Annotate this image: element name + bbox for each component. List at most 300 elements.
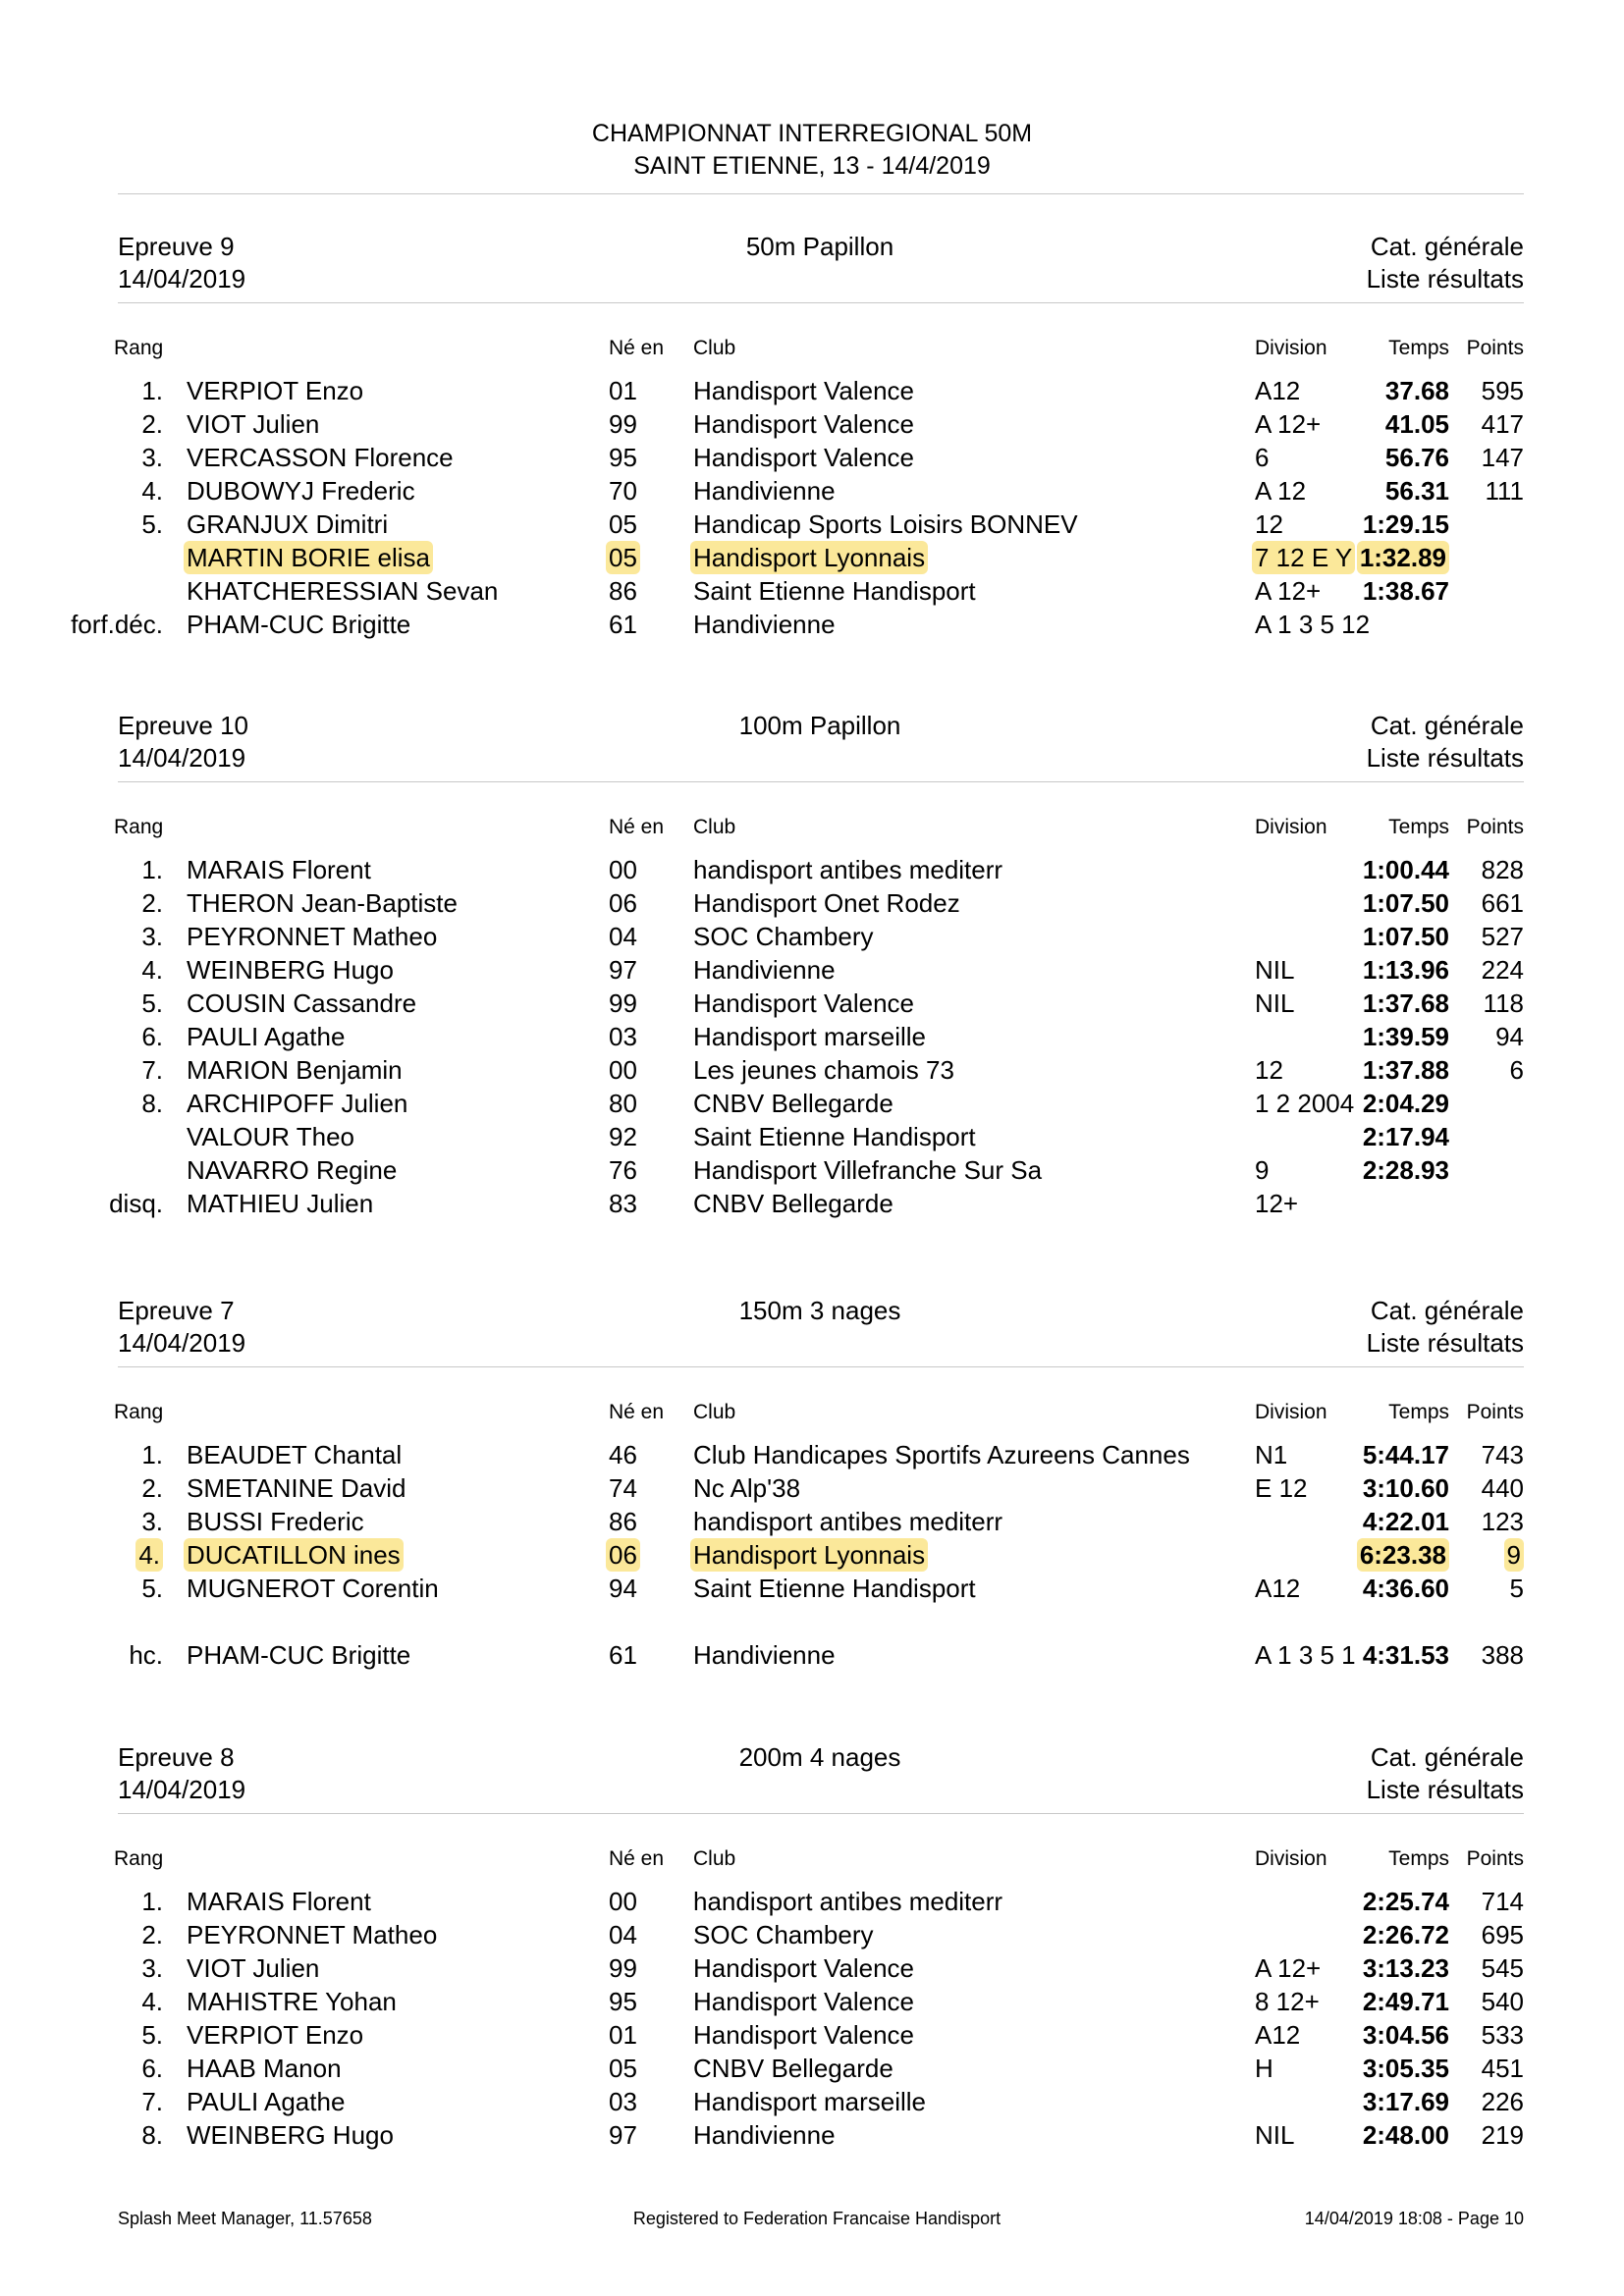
swimmer-name: PAULI Agathe — [187, 2087, 346, 2116]
result-rank: hc. — [129, 1640, 163, 1670]
points: 743 — [1481, 1440, 1524, 1469]
division: NIL — [1255, 2120, 1295, 2150]
col-rank-header: Rang — [114, 337, 164, 359]
birth-year: 86 — [609, 1507, 637, 1536]
swimmer-name: SMETANINE David — [187, 1473, 406, 1503]
result-row — [0, 953, 1624, 987]
club-name: Handisport Valence — [693, 1987, 914, 2016]
swimmer-name: MUGNEROT Corentin — [187, 1574, 439, 1603]
swim-time: 2:49.71 — [1362, 1987, 1449, 2016]
result-row — [0, 2085, 1624, 2118]
club-name: Handisport Valence — [693, 1953, 914, 1983]
result-row — [0, 1951, 1624, 1985]
division: A12 — [1255, 2020, 1301, 2050]
swim-time: 3:17.69 — [1362, 2087, 1449, 2116]
result-row — [0, 853, 1624, 886]
col-division-header: Division — [1255, 1401, 1327, 1423]
result-row — [0, 1471, 1624, 1505]
points: 224 — [1481, 955, 1524, 985]
points: 595 — [1481, 376, 1524, 405]
swimmer-name: WEINBERG Hugo — [187, 2120, 394, 2150]
birth-year: 97 — [609, 955, 637, 985]
birth-year: 86 — [609, 576, 637, 606]
points: 6 — [1509, 1055, 1524, 1085]
swimmer-name: VIOT Julien — [187, 409, 320, 439]
event-divider — [118, 1366, 1524, 1367]
division: 12 — [1255, 1055, 1283, 1085]
event-list-type: Liste résultats — [1366, 1775, 1524, 1804]
swimmer-name: KHATCHERESSIAN Sevan — [187, 576, 499, 606]
footer-registration: Registered to Federation Francaise Handisport — [632, 2209, 1001, 2228]
result-rank: 1. — [141, 1887, 163, 1916]
club-name: handisport antibes mediterr — [693, 855, 1003, 884]
swim-time: 2:48.00 — [1362, 2120, 1449, 2150]
col-year-header: Né en — [609, 337, 665, 359]
birth-year: 46 — [609, 1440, 637, 1469]
swimmer-name: MATHIEU Julien — [187, 1189, 374, 1218]
points: 147 — [1481, 443, 1524, 472]
result-rank: 2. — [141, 409, 163, 439]
result-rank: 3. — [141, 443, 163, 472]
result-row — [0, 1505, 1624, 1538]
division: 12 — [1255, 509, 1283, 539]
result-rank: 2. — [141, 1473, 163, 1503]
club-name: Saint Etienne Handisport — [693, 576, 976, 606]
competition-title: CHAMPIONNAT INTERREGIONAL 50M — [591, 120, 1033, 147]
event-number: Epreuve 10 — [118, 711, 248, 740]
result-row — [0, 608, 1624, 641]
event-divider — [118, 781, 1524, 782]
swim-time: 3:04.56 — [1362, 2020, 1449, 2050]
division: H — [1255, 2054, 1273, 2083]
result-rank: 5. — [141, 988, 163, 1018]
event-date: 14/04/2019 — [118, 743, 246, 773]
birth-year: 03 — [609, 2087, 637, 2116]
event-name: 200m 4 nages — [738, 1742, 901, 1772]
swim-time: 56.31 — [1384, 476, 1449, 506]
result-row — [0, 474, 1624, 507]
result-row — [0, 1885, 1624, 1918]
swim-time: 3:13.23 — [1362, 1953, 1449, 1983]
swimmer-name: MARAIS Florent — [187, 855, 371, 884]
result-row — [0, 2118, 1624, 2152]
division: 9 — [1255, 1155, 1270, 1185]
swim-time: 4:22.01 — [1362, 1507, 1449, 1536]
birth-year: 92 — [609, 1122, 637, 1151]
event-date: 14/04/2019 — [118, 264, 246, 294]
swimmer-name: NAVARRO Regine — [187, 1155, 398, 1185]
birth-year: 97 — [609, 2120, 637, 2150]
result-row — [0, 574, 1624, 608]
swimmer-name: BUSSI Frederic — [187, 1507, 364, 1536]
column-header-row — [0, 1401, 1624, 1428]
event-name: 50m Papillon — [745, 232, 894, 261]
birth-year: 04 — [609, 922, 637, 951]
swim-time: 1:38.67 — [1362, 576, 1449, 606]
birth-year: 05 — [609, 2054, 637, 2083]
birth-year: 80 — [609, 1089, 637, 1118]
swim-time: 2:28.93 — [1362, 1155, 1449, 1185]
swimmer-name: COUSIN Cassandre — [187, 988, 417, 1018]
event-category: Cat. générale — [1370, 1742, 1524, 1772]
birth-year: 74 — [609, 1473, 637, 1503]
points: 828 — [1481, 855, 1524, 884]
event-list-type: Liste résultats — [1366, 1328, 1524, 1358]
club-name: Handivienne — [693, 610, 836, 639]
swim-time: 4:36.60 — [1362, 1574, 1449, 1603]
club-name: Handisport marseille — [693, 2087, 926, 2116]
birth-year: 95 — [609, 443, 637, 472]
swim-time: 1:07.50 — [1362, 888, 1449, 918]
event-section — [0, 232, 1624, 641]
result-row — [0, 507, 1624, 541]
swimmer-name: DUCATILLON ines — [184, 1538, 404, 1572]
footer-software: Splash Meet Manager, 11.57658 — [118, 2209, 372, 2228]
club-name: Nc Alp'38 — [693, 1473, 801, 1503]
event-list-type: Liste résultats — [1366, 743, 1524, 773]
swim-time: 1:39.59 — [1362, 1022, 1449, 1051]
event-section — [0, 1742, 1624, 2152]
swimmer-name: VERPIOT Enzo — [187, 2020, 364, 2050]
club-name: CNBV Bellegarde — [693, 1089, 893, 1118]
result-row — [0, 1153, 1624, 1187]
points: 388 — [1481, 1640, 1524, 1670]
column-header-row — [0, 816, 1624, 843]
club-name: CNBV Bellegarde — [693, 1189, 893, 1218]
result-row — [0, 407, 1624, 441]
result-row — [0, 1918, 1624, 1951]
col-points-header: Points — [1466, 1847, 1524, 1870]
points: 123 — [1481, 1507, 1524, 1536]
result-rank: 2. — [141, 1920, 163, 1949]
col-time-header: Temps — [1388, 1847, 1449, 1870]
event-category: Cat. générale — [1370, 1296, 1524, 1325]
event-number: Epreuve 7 — [118, 1296, 235, 1325]
swim-time: 2:25.74 — [1362, 1887, 1449, 1916]
division: 8 12+ — [1255, 1987, 1320, 2016]
result-row — [0, 1120, 1624, 1153]
points: 5 — [1509, 1574, 1524, 1603]
swimmer-name: PEYRONNET Matheo — [187, 1920, 438, 1949]
club-name: Handicap Sports Loisirs BONNEV — [693, 509, 1078, 539]
points: 661 — [1481, 888, 1524, 918]
points: 440 — [1481, 1473, 1524, 1503]
event-number: Epreuve 8 — [118, 1742, 235, 1772]
division: A 1 3 5 1 — [1255, 1640, 1356, 1670]
swimmer-name: WEINBERG Hugo — [187, 955, 394, 985]
result-row — [0, 2018, 1624, 2052]
swimmer-name: MARAIS Florent — [187, 1887, 371, 1916]
swim-time: 2:17.94 — [1362, 1122, 1449, 1151]
birth-year: 01 — [609, 376, 637, 405]
birth-year: 61 — [609, 610, 637, 639]
col-year-header: Né en — [609, 816, 665, 838]
col-division-header: Division — [1255, 337, 1327, 359]
event-number: Epreuve 9 — [118, 232, 235, 261]
col-division-header: Division — [1255, 816, 1327, 838]
points: 540 — [1481, 1987, 1524, 2016]
club-name: Handisport Lyonnais — [690, 541, 928, 574]
birth-year: 01 — [609, 2020, 637, 2050]
points: 417 — [1481, 409, 1524, 439]
swim-time: 2:26.72 — [1362, 1920, 1449, 1949]
result-rank: 1. — [141, 1440, 163, 1469]
result-row — [0, 541, 1624, 574]
swimmer-name: VERCASSON Florence — [187, 443, 454, 472]
result-row — [0, 1572, 1624, 1605]
result-rank: 4. — [135, 1538, 163, 1572]
division: E 12 — [1255, 1473, 1308, 1503]
result-row — [0, 987, 1624, 1020]
club-name: Handisport marseille — [693, 1022, 926, 1051]
swimmer-name: GRANJUX Dimitri — [187, 509, 389, 539]
division: A12 — [1255, 376, 1301, 405]
club-name: Handivienne — [693, 1640, 836, 1670]
result-rank: 3. — [141, 1953, 163, 1983]
result-row — [0, 1087, 1624, 1120]
result-rank: 7. — [141, 1055, 163, 1085]
birth-year: 06 — [606, 1538, 640, 1572]
club-name: Handisport Villefranche Sur Sa — [693, 1155, 1043, 1185]
event-category: Cat. générale — [1370, 711, 1524, 740]
division: A 12 — [1255, 476, 1307, 506]
result-rank: 7. — [141, 2087, 163, 2116]
swimmer-name: PHAM-CUC Brigitte — [187, 1640, 411, 1670]
event-name: 100m Papillon — [738, 711, 901, 740]
col-points-header: Points — [1466, 337, 1524, 359]
club-name: handisport antibes mediterr — [693, 1887, 1003, 1916]
points: 695 — [1481, 1920, 1524, 1949]
result-row — [0, 1538, 1624, 1572]
swimmer-name: MARTIN BORIE elisa — [184, 541, 433, 574]
swim-time: 1:37.68 — [1362, 988, 1449, 1018]
result-row — [0, 1985, 1624, 2018]
division: A 12+ — [1255, 1953, 1322, 1983]
birth-year: 00 — [609, 1055, 637, 1085]
swim-time: 1:32.89 — [1357, 541, 1449, 574]
club-name: Handisport Valence — [693, 409, 914, 439]
birth-year: 61 — [609, 1640, 637, 1670]
club-name: Club Handicapes Sportifs Azureens Cannes — [693, 1440, 1190, 1469]
birth-year: 95 — [609, 1987, 637, 2016]
swimmer-name: HAAB Manon — [187, 2054, 342, 2083]
club-name: Handisport Valence — [693, 988, 914, 1018]
col-year-header: Né en — [609, 1401, 665, 1423]
birth-year: 99 — [609, 1953, 637, 1983]
col-rank-header: Rang — [114, 816, 164, 838]
swim-time: 2:04.29 — [1362, 1089, 1449, 1118]
division: 12+ — [1255, 1189, 1299, 1218]
result-row — [0, 1438, 1624, 1471]
result-rank: 3. — [141, 922, 163, 951]
result-rank: 4. — [141, 476, 163, 506]
points: 527 — [1481, 922, 1524, 951]
event-section — [0, 711, 1624, 1220]
points: 533 — [1481, 2020, 1524, 2050]
swimmer-name: VIOT Julien — [187, 1953, 320, 1983]
swim-time: 5:44.17 — [1362, 1440, 1449, 1469]
club-name: Les jeunes chamois 73 — [693, 1055, 954, 1085]
result-row — [0, 441, 1624, 474]
division: 6 — [1255, 443, 1270, 472]
points: 9 — [1504, 1538, 1524, 1572]
result-rank: 1. — [141, 376, 163, 405]
result-rank: 4. — [141, 955, 163, 985]
club-name: Handivienne — [693, 955, 836, 985]
swimmer-name: PEYRONNET Matheo — [187, 922, 438, 951]
points: 118 — [1483, 988, 1524, 1018]
birth-year: 05 — [609, 509, 637, 539]
birth-year: 06 — [609, 888, 637, 918]
swimmer-name: PAULI Agathe — [187, 1022, 346, 1051]
result-rank: 8. — [141, 1089, 163, 1118]
col-points-header: Points — [1466, 816, 1524, 838]
swim-time: 3:10.60 — [1362, 1473, 1449, 1503]
col-rank-header: Rang — [114, 1847, 164, 1870]
result-rank: 6. — [141, 1022, 163, 1051]
division: A 1 3 5 12 — [1255, 610, 1371, 639]
club-name: Handisport Valence — [693, 443, 914, 472]
points: 451 — [1481, 2054, 1524, 2083]
result-rank: 4. — [141, 1987, 163, 2016]
event-category: Cat. générale — [1370, 232, 1524, 261]
club-name: Handisport Valence — [693, 2020, 914, 2050]
points: 111 — [1485, 476, 1524, 506]
col-club-header: Club — [693, 337, 736, 359]
result-rank: 5. — [141, 2020, 163, 2050]
club-name: Handisport Valence — [693, 376, 914, 405]
event-divider — [118, 1813, 1524, 1814]
result-row — [0, 1187, 1624, 1220]
swimmer-name: VALOUR Theo — [187, 1122, 355, 1151]
swim-time: 56.76 — [1384, 443, 1449, 472]
col-time-header: Temps — [1388, 816, 1449, 838]
competition-subtitle: SAINT ETIENNE, 13 - 14/4/2019 — [633, 152, 991, 180]
points: 219 — [1481, 2120, 1524, 2150]
swim-time: 6:23.38 — [1357, 1538, 1449, 1572]
col-time-header: Temps — [1388, 337, 1449, 359]
club-name: SOC Chambery — [693, 1920, 874, 1949]
division: A12 — [1255, 1574, 1301, 1603]
points: 226 — [1481, 2087, 1524, 2116]
points: 714 — [1481, 1887, 1524, 1916]
event-date: 14/04/2019 — [118, 1775, 246, 1804]
birth-year: 00 — [609, 1887, 637, 1916]
result-rank: 5. — [141, 1574, 163, 1603]
division: 7 12 E Y — [1252, 541, 1355, 574]
result-row — [0, 1053, 1624, 1087]
column-header-row — [0, 337, 1624, 364]
club-name: Saint Etienne Handisport — [693, 1574, 976, 1603]
division: N1 — [1255, 1440, 1288, 1469]
birth-year: 03 — [609, 1022, 637, 1051]
event-name: 150m 3 nages — [738, 1296, 901, 1325]
points: 94 — [1495, 1022, 1524, 1051]
club-name: Handivienne — [693, 2120, 836, 2150]
result-row — [0, 886, 1624, 920]
club-name: Handivienne — [693, 476, 836, 506]
club-name: handisport antibes mediterr — [693, 1507, 1003, 1536]
birth-year: 70 — [609, 476, 637, 506]
col-club-header: Club — [693, 1847, 736, 1870]
column-header-row — [0, 1847, 1624, 1875]
result-row — [0, 1638, 1624, 1672]
col-division-header: Division — [1255, 1847, 1327, 1870]
result-rank: 5. — [141, 509, 163, 539]
result-rank: 8. — [141, 2120, 163, 2150]
document-header — [0, 118, 1624, 183]
birth-year: 76 — [609, 1155, 637, 1185]
col-club-header: Club — [693, 1401, 736, 1423]
swim-time: 1:29.15 — [1362, 509, 1449, 539]
division: NIL — [1255, 988, 1295, 1018]
division: A 12+ — [1255, 409, 1322, 439]
footer-date-page: 14/04/2019 18:08 - Page 10 — [1304, 2209, 1524, 2228]
birth-year: 05 — [606, 541, 640, 574]
event-section — [0, 1296, 1624, 1672]
birth-year: 99 — [609, 409, 637, 439]
swim-time: 1:13.96 — [1362, 955, 1449, 985]
event-date: 14/04/2019 — [118, 1328, 246, 1358]
swimmer-name: DUBOWYJ Frederic — [187, 476, 415, 506]
club-name: Handisport Lyonnais — [690, 1538, 928, 1572]
result-row — [0, 1020, 1624, 1053]
swimmer-name: ARCHIPOFF Julien — [187, 1089, 408, 1118]
club-name: SOC Chambery — [693, 922, 874, 951]
result-row — [0, 2052, 1624, 2085]
swimmer-name: MARION Benjamin — [187, 1055, 403, 1085]
swim-time: 1:00.44 — [1362, 855, 1449, 884]
result-rank: 6. — [141, 2054, 163, 2083]
swimmer-name: VERPIOT Enzo — [187, 376, 364, 405]
swimmer-name: THERON Jean-Baptiste — [187, 888, 458, 918]
swim-time: 1:37.88 — [1362, 1055, 1449, 1085]
result-rank: disq. — [109, 1189, 163, 1218]
birth-year: 00 — [609, 855, 637, 884]
event-list-type: Liste résultats — [1366, 264, 1524, 294]
result-row — [0, 920, 1624, 953]
birth-year: 94 — [609, 1574, 637, 1603]
col-rank-header: Rang — [114, 1401, 164, 1423]
club-name: CNBV Bellegarde — [693, 2054, 893, 2083]
result-rank: forf.déc. — [71, 610, 163, 639]
points: 545 — [1481, 1953, 1524, 1983]
birth-year: 99 — [609, 988, 637, 1018]
result-rank: 1. — [141, 855, 163, 884]
swim-time: 37.68 — [1384, 376, 1449, 405]
event-divider — [118, 302, 1524, 303]
col-club-header: Club — [693, 816, 736, 838]
col-time-header: Temps — [1388, 1401, 1449, 1423]
swim-time: 41.05 — [1384, 409, 1449, 439]
birth-year: 04 — [609, 1920, 637, 1949]
division: 1 2 2004 — [1255, 1089, 1355, 1118]
club-name: Handisport Onet Rodez — [693, 888, 960, 918]
division: NIL — [1255, 955, 1295, 985]
col-points-header: Points — [1466, 1401, 1524, 1423]
division: A 12+ — [1255, 576, 1322, 606]
result-row — [0, 374, 1624, 407]
swimmer-name: MAHISTRE Yohan — [187, 1987, 397, 2016]
swim-time: 1:07.50 — [1362, 922, 1449, 951]
header-divider — [118, 193, 1524, 194]
col-year-header: Né en — [609, 1847, 665, 1870]
result-rank: 2. — [141, 888, 163, 918]
swimmer-name: BEAUDET Chantal — [187, 1440, 403, 1469]
swim-time: 4:31.53 — [1362, 1640, 1449, 1670]
result-rank: 3. — [141, 1507, 163, 1536]
swimmer-name: PHAM-CUC Brigitte — [187, 610, 411, 639]
